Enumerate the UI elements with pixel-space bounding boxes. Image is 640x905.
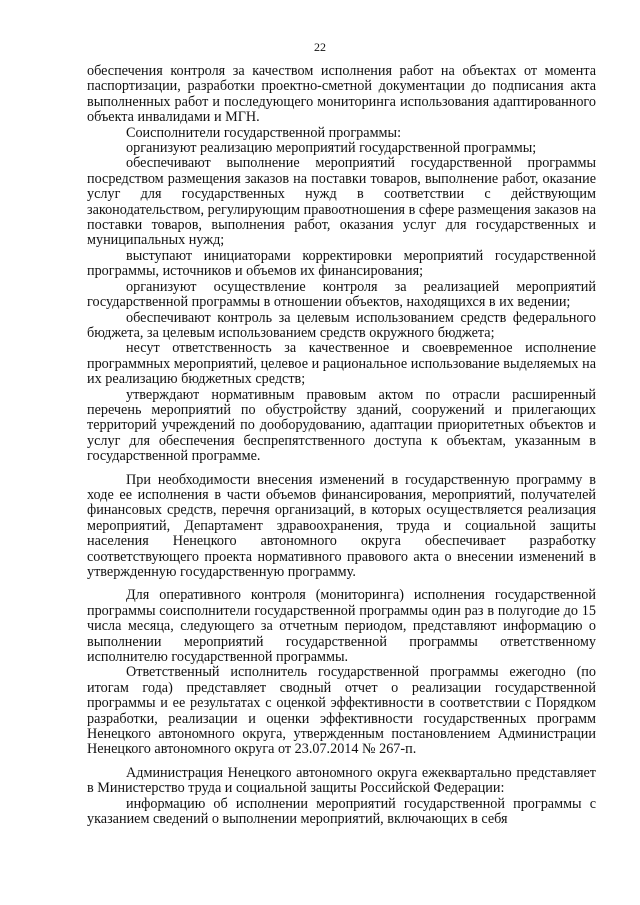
paragraph-10: При необходимости внесения изменений в государственную программу в ходе ее исполнения в части объемов финансирования, мероприятий, получателей финансовых средств, перечня организаций, в которых осуществляется реализация мероприятий, Департамент здравоохранения, труда и социальной защиты населения Ненецкого автономного округа обеспечивает разработку соответствующего проекта нормативного правового акта о внесении изменений в утвержденную государственную программу. (87, 471, 596, 580)
paragraph-5: выступают инициаторами корректировки мероприятий государственной программы, источников и объемов их финансирования; (87, 247, 596, 280)
paragraph-2: Соисполнители государственной программы: (126, 124, 402, 141)
paragraph-4: обеспечивают выполнение мероприятий государственной программы посредством размещения заказов на поставки товаров, выполнение работ, оказание услуг для государственных нужд в соответствии с действующим законодательством, регулирующим правоотношения в сфере размещения заказов на поставки товаров, выполнения работ, оказания услуг для государственных и муниципальных нужд; (87, 155, 596, 249)
paragraph-3: организуют реализацию мероприятий государственной программы; (126, 140, 537, 157)
paragraph-1: обеспечения контроля за качеством исполнения работ на объектах от момента паспортизации, разработки проектно-сметной документации до подписания акта выполненных работ и последующего мониторинга использования адаптированного объекта инвалидами и МГН. (87, 63, 596, 126)
document-body (87, 64, 596, 828)
paragraph-14: информацию об исполнении мероприятий государственной программы с указанием сведений о выполнении мероприятий, включающих в себя (87, 795, 596, 828)
paragraph-11: Для оперативного контроля (мониторинга) исполнения государственной программы соисполнители государственной программы один раз в полугодие до 15 числа месяца, следующего за отчетным периодом, представляют информацию о выполнении мероприятий государственной программы ответственному исполнителю государственной программы. (87, 587, 596, 666)
paragraph-9: утверждают нормативным правовым актом по отрасли расширенный перечень мероприятий по обустройству зданий, сооружений и прилегающих территорий учреждений по дооборудованию, адаптации приоритетных объектов и услуг для обеспечения беспрепятственного доступа к объектам, указанным в государственной программе. (87, 386, 596, 465)
paragraph-13: Администрация Ненецкого автономного округа ежеквартально представляет в Министерство труда и социальной защиты Российской Федерации: (87, 764, 596, 797)
page-number: 22 (314, 40, 326, 54)
paragraph-12: Ответственный исполнитель государственной программы ежегодно (по итогам года) представляет сводный отчет о реализации государственной программы и ее результатах с оценкой эффективности в соответствии с Порядком разработки, реализации и оценки эффективности государственных программ Ненецкого автономного округа, утвержденным постановлением Администрации Ненецкого автономного округа от 23.07.2014 № 267-п. (87, 664, 596, 758)
paragraph-6: организуют осуществление контроля за реализацией мероприятий государственной программы в отношении объектов, находящихся в их ведении; (87, 278, 596, 311)
paragraph-7: обеспечивают контроль за целевым использованием средств федерального бюджета, за целевым использованием средств окружного бюджета; (87, 309, 596, 341)
paragraph-8: несут ответственность за качественное и своевременное исполнение программных мероприятий, целевое и рациональное использование выделяемых на их реализацию бюджетных средств; (87, 340, 596, 388)
